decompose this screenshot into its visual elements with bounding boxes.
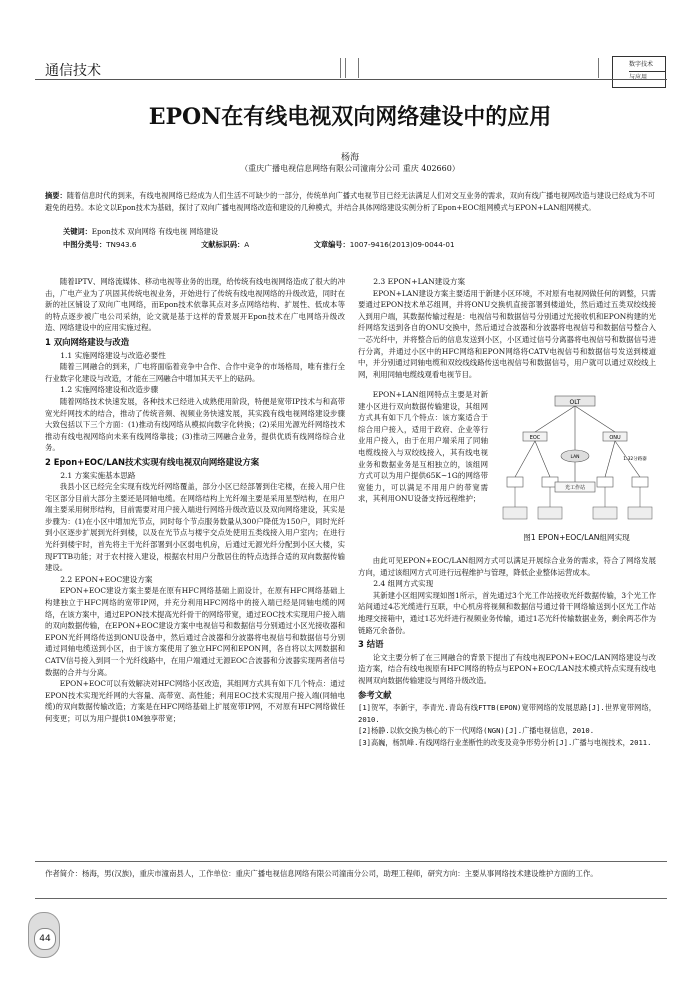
header-divider [358,58,359,78]
node-box [632,477,648,487]
keywords-label: 关键词： [63,227,92,236]
body-paragraph: EPON+EOC可以有效解决对HFC网络小区改造，其组网方式具有如下几个特点：通过EPON技术实现光纤网的大容量、高带宽、高性能；利用EOC技术实现用户接入端(同轴电缆)的双向数据传输改造；方案是在HFC网络基础上扩展宽带IP网，不对原有HFC网络做任何变更；可以为用户提供10M独享带宽； [45,679,345,723]
figure-caption: 图1 EPON+EOC/LAN组网实现 [523,533,630,542]
body-paragraph: 其新建小区组网实现如图1所示，首先通过3个光工作站接收光纤数据传输，3个光工作站间通过4芯光缆进行互联，中心机房将视频和数据信号通过骨干网络输送到小区光工作站地理交接箱中，通过1芯光纤进行视频业务传输，通过1芯光纤传输数据业务，剩余两芯作为链路冗余备份。 [358,590,656,635]
subsection-heading: 2.3 EPON+LAN建设方案 [373,277,466,286]
body-paragraph: EPON+LAN组网特点主要是对新建小区进行双向数据传输建设，其组网方式具有如下几个特点：该方案适合于综合用户接入，适用于政府、企业等行业用户接入，由于在用户端采用了同轴电缆线接入与双绞线接入，其有线电视业务和数据业务是互相独立的，该组网方式可以为用户提供65K~1G的网络带宽能力，可以满足不用用户的带宽需求，其利用ONU设备支持远程维护； [358,390,488,504]
article-no-label: 文章编号： [313,240,350,249]
house-icon [503,507,527,519]
network-diagram [495,392,655,527]
clc-label: 中图分类号： [63,240,107,249]
house-icon [538,507,562,519]
diagram-label: ONU [609,435,621,441]
article-author: 杨海 [340,153,359,163]
reference-item: [3]高巍，杨凯峰.有线网络行业垄断性的改变及竞争形势分析[J].广播与电视技术，2011. [358,737,652,747]
footer-rule [35,898,667,899]
body-paragraph: 随着三网融合的到来，广电将面临着竞争中合作、合作中竞争的市场格局，唯有推行全行业数字化建设与改造，才能在三网融合中增加其天平上的砝码。 [45,362,345,383]
body-paragraph: 论文主要分析了在三网融合的背景下提出了有线电视EPON+EOC/LAN网络建设与改造方案，结合有线电视原有HFC网络的特点与EPON+EOC/LAN技术模式特点实现有线电视网双向数据传输建设与网络升级改造。 [358,652,656,685]
keywords-text: Epon技术 双向网络 有线电视 网络建设 [91,227,219,236]
right-column-bottom [358,555,656,749]
references-heading: 参考文献 [358,689,392,700]
body-paragraph: 由此可见EPON+EOC/LAN组网方式可以满足开展综合业务的需求，符合了网络发展方向，通过该组网方式可进行远程维护与管理，降低企业整体运营成本。 [358,556,656,577]
header-divider [345,58,346,78]
journal-logo [612,56,666,88]
diagram-label: 光工作站 [564,485,586,491]
body-paragraph: EPON+EOC建设方案主要是在原有HFC网络基础上面设计，在原有HFC网络基础上构建独立于HFC网络的宽带IP网，并充分利用HFC网络中的接入端已经是同轴电缆的网络，在该方案中，通过EPON技术提高光纤骨干的网络带宽，通过EOC技术实现用户接入端的双向数据传输，在EPON+EOC建设方案中电视信号和数据信号分别通过小区光接收器和EPON光纤网络传送到ONU设备中，然后通过合波器和分波器将电视信号和数据信号分别通过同轴电缆送到小区，由于该方案使用了独立HFC网和EPON网，各自将以太网数据和CATV信号接入到同一个光纤线路中，在用户端通过无源EOC合波器和分波器实现两者信号数据的合并与分离。 [45,586,345,677]
right-column-top [358,276,656,380]
header-divider [340,58,341,78]
reference-item: [2]杨静.以软交换为核心的下一代网络(NGN)[J].广播电视信息，2010. [358,726,595,736]
section-heading: 1 双向网络建设与改造 [45,336,130,347]
abstract-text: 随着信息时代的到来，有线电视网络已经成为人们生活不可缺少的一部分，传统单向广播式电视节目已经无法满足人们对交互业务的需求，双向有线广播电视网改造与建设已经成为不可避免的趋势。本论文以Epon技术为基础，探讨了双向广播电视网络改造和建设的几种模式，并结合具体网络建设实例分析了Epon+EOC组网模式与EPON+LAN组网模式。 [45,191,655,212]
diagram-label: EOC [529,435,541,441]
abstract-label: 摘要： [45,191,67,200]
journal-section-title: 通信技术 [45,63,101,79]
footer-rule [35,861,667,862]
diagram-label: LAN [570,455,580,460]
subsection-heading: 2.4 组网方式实现 [373,579,434,589]
clc-value: TN943.6 [106,240,137,249]
subsection-heading: 1.1 实施网络建设与改造必要性 [60,350,166,360]
subsection-heading: 2.2 EPON+EOC建设方案 [60,574,153,584]
reference-item: [1]贺军，李新宇，李青光.青岛有线FTTB(EPON)宽带网络的发展思路[J].世界宽带网络，2010. [358,703,656,724]
logo-line2: 与应用 [629,71,665,82]
logo-line1: 数字技术 [629,61,654,68]
header-divider [598,58,599,78]
node-box [507,477,523,487]
body-paragraph: 我县小区已经完全实现有线光纤网络覆盖，部分小区已经部署到住宅楼，在接入用户住宅区部分目前大部分主要还是同轴电缆。在网络结构上光纤端主要是采用星型结构，在用户端主要采用树形结构，目前需要对用户接入端进行网络升级改造以及双向网络建设，其实是步骤为：(1)在小区中增加光节点，同时每个节点服务数量从300户降低为150户，同时光纤到小区逐步扩展到光纤到楼，以及在光节点与楼宇交点处使用五类线接入用户室内；在进行光纤到楼宇时，首先将主干光纤部署到小区弱电机房，后通过无源光纤分配到小区大楼，实现FTTB功能；对于农村接入建设，根据农村用户分散居住的特点选择合适的双向数据传输建设。 [45,482,345,573]
body-paragraph: 随着网络技术快速发展，各种技术已经进入成熟使用阶段，特便是宽带IP技术与和高带宽光纤网技术的结合，推动了传统音频、视频业务快速发展，其实践有线电视网络建设步骤大致包括以下三个方面：(1)推动有线网络从模拟向数字化转换；(2)采用光源光纤网络技术推动有线电视网络向未来有线网络靠拢；(3)推动三网融合业务，提供优质有线网络综合业务。 [45,396,345,453]
article-title: EPON在有线电视双向网络建设中的应用 [148,104,552,130]
node-box [597,477,613,487]
intro-paragraph: 随着IPTV、网络流媒体、移动电视等业务的出现，给传统有线电视网络造成了很大的冲击，广电产业为了巩固其传统电视业务，开始进行了传统有线电视网络的升级改造，同时在新的社区铺设了双向广电网络，而Epon技术依靠其点对多点网络结构、扩展性、低成本等的特点逐步被广电公司采纳，论文就是基于这样的背景展开Epon技术在广电网络升级改造、网络建设中的应用实施过程。 [45,277,345,333]
author-bio: 作者简介：杨海，男(汉族)，重庆市潼南县人，工作单位：重庆广播电视信息网络有限公司潼南分公司，助理工程师，研究方向：主要从事网络技术建设维护方面的工作。 [45,869,598,878]
diagram-label: OLT [569,399,581,406]
article-affiliation: （重庆广播电视信息网络有限公司潼南分公司 重庆 402660） [240,164,460,173]
classification-line [63,239,663,251]
header-rule [35,79,667,80]
subsection-heading: 1.2 实施网络建设和改造步骤 [60,385,159,395]
house-icon [593,507,617,519]
keywords-line [63,226,653,238]
section-heading: 3 结语 [358,639,384,650]
left-column [45,276,345,725]
subsection-heading: 2.1 方案实施基本思路 [60,470,136,480]
doc-code-label: 文献标识码： [201,240,245,249]
article-no-value: 1007-9416(2013)09-0044-01 [349,240,455,249]
diagram-label: 1:32分路器 [623,457,647,462]
body-paragraph: EPON+LAN建设方案主要适用于新建小区环境，不对原有电视网做任何的调整，只需要通过EPON技术单芯组网，并将ONU交换机直接部署到楼道处，然后通过五类双绞线接入到用户端，其数据传输过程是：电视信号和数据信号分别通过光接收机和EPON构建的光纤网络发送到各自的ONU交换中，然后通过合波器和分波器将电视信号和数据信号整合入一芯光纤中，并将整合后的信息发送到小区，小区通过信号分离器将电视信号和数据信号进行分离，并通过小区中的HFC网络和EPON网络将CATV电视信号和数据信号发送到楼道中，并分别通过同轴电缆和双绞线线路传送电视信号和数据信号，用户就可以通过双绞线上网，利用同轴电缆线观看电视节目。 [358,288,656,379]
house-icon [628,507,652,519]
figure-wrap-text [358,389,488,505]
page-number: 44 [34,928,56,950]
section-heading: 2 Epon+EOC/LAN技术实现有线电视双向网络建设方案 [45,456,260,467]
abstract-block [45,190,655,214]
doc-code-value: A [244,240,250,249]
